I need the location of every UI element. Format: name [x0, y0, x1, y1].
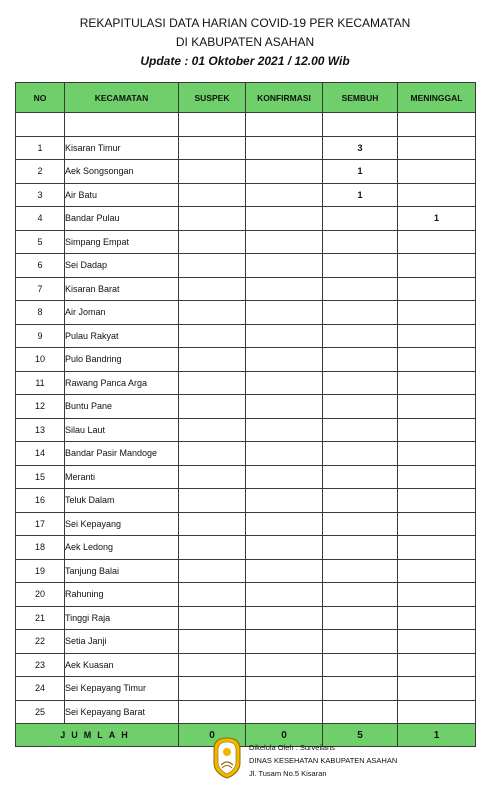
cell-meninggal: 1	[398, 207, 476, 231]
cell-konfirmasi	[246, 230, 323, 254]
cell-konfirmasi	[246, 653, 323, 677]
total-sembuh: 5	[323, 724, 398, 747]
cell-suspek	[179, 536, 246, 560]
column-header-no: NO	[16, 83, 65, 113]
cell-kecamatan: Rawang Panca Arga	[65, 371, 179, 395]
cell-kecamatan: Air Joman	[65, 301, 179, 325]
table-row	[16, 442, 476, 466]
cell-sembuh	[323, 536, 398, 560]
cell-suspek	[179, 301, 246, 325]
cell-no: 16	[16, 489, 65, 513]
table-row	[16, 700, 476, 724]
column-header-suspek: SUSPEK	[179, 83, 246, 113]
table-row	[16, 512, 476, 536]
cell-suspek	[179, 254, 246, 278]
cell-konfirmasi	[246, 677, 323, 701]
cell-meninggal	[398, 348, 476, 372]
cell-no: 24	[16, 677, 65, 701]
table-row	[16, 324, 476, 348]
total-konfirmasi: 0	[246, 724, 323, 747]
cell-no: 1	[16, 136, 65, 160]
table-row	[16, 183, 476, 207]
table-row	[16, 301, 476, 325]
cell-kecamatan: Teluk Dalam	[65, 489, 179, 513]
asahan-regency-crest-icon	[212, 737, 242, 779]
cell-no: 5	[16, 230, 65, 254]
cell-suspek	[179, 512, 246, 536]
cell-suspek	[179, 207, 246, 231]
total-meninggal: 1	[398, 724, 476, 747]
cell-kecamatan: Setia Janji	[65, 630, 179, 654]
cell-konfirmasi	[246, 254, 323, 278]
cell-meninggal	[398, 630, 476, 654]
cell-konfirmasi	[246, 536, 323, 560]
table-row	[16, 536, 476, 560]
cell-no: 18	[16, 536, 65, 560]
cell-no: 19	[16, 559, 65, 583]
cell-meninggal	[398, 395, 476, 419]
header-gap-row	[16, 113, 476, 137]
cell-sembuh	[323, 583, 398, 607]
cell-meninggal	[398, 512, 476, 536]
cell-sembuh	[323, 489, 398, 513]
cell-meninggal	[398, 653, 476, 677]
footer	[212, 737, 452, 787]
cell-kecamatan: Meranti	[65, 465, 179, 489]
cell-konfirmasi	[246, 700, 323, 724]
cell-meninggal	[398, 465, 476, 489]
cell-konfirmasi	[246, 630, 323, 654]
agency-address: Jl. Tusam No.5 Kisaran	[249, 769, 327, 778]
cell-meninggal	[398, 700, 476, 724]
table-row	[16, 677, 476, 701]
cell-sembuh	[323, 301, 398, 325]
cell-meninggal	[398, 489, 476, 513]
cell-suspek	[179, 277, 246, 301]
cell-no: 3	[16, 183, 65, 207]
cell-konfirmasi	[246, 559, 323, 583]
cell-no: 15	[16, 465, 65, 489]
cell-no: 17	[16, 512, 65, 536]
cell-konfirmasi	[246, 395, 323, 419]
update-timestamp: Update : 01 Oktober 2021 / 12.00 Wib	[140, 54, 350, 68]
cell-sembuh	[323, 677, 398, 701]
cell-konfirmasi	[246, 301, 323, 325]
cell-konfirmasi	[246, 371, 323, 395]
cell-sembuh	[323, 630, 398, 654]
cell-sembuh	[323, 559, 398, 583]
cell-sembuh	[323, 512, 398, 536]
cell-no: 23	[16, 653, 65, 677]
managed-by-label: Dikelola Oleh : Surveilans	[249, 743, 335, 752]
agency-name: DINAS KESEHATAN KABUPATEN ASAHAN	[249, 756, 398, 765]
cell-meninggal	[398, 583, 476, 607]
table-row	[16, 583, 476, 607]
cell-konfirmasi	[246, 512, 323, 536]
cell-suspek	[179, 606, 246, 630]
cell-meninggal	[398, 230, 476, 254]
cell-kecamatan: Rahuning	[65, 583, 179, 607]
cell-konfirmasi	[246, 583, 323, 607]
table-row	[16, 348, 476, 372]
cell-kecamatan: Aek Ledong	[65, 536, 179, 560]
cell-no: 7	[16, 277, 65, 301]
cell-no: 10	[16, 348, 65, 372]
cell-konfirmasi	[246, 489, 323, 513]
cell-sembuh	[323, 277, 398, 301]
cell-kecamatan: Tanjung Balai	[65, 559, 179, 583]
cell-kecamatan: Simpang Empat	[65, 230, 179, 254]
cell-no: 22	[16, 630, 65, 654]
cell-kecamatan: Sei Kepayang Timur	[65, 677, 179, 701]
cell-no: 2	[16, 160, 65, 184]
table-row	[16, 606, 476, 630]
cell-sembuh	[323, 606, 398, 630]
cell-sembuh	[323, 418, 398, 442]
cell-konfirmasi	[246, 465, 323, 489]
table-row	[16, 630, 476, 654]
table-header-row	[16, 83, 476, 113]
cell-konfirmasi	[246, 324, 323, 348]
cell-suspek	[179, 348, 246, 372]
cell-kecamatan: Aek Kuasan	[65, 653, 179, 677]
cell-suspek	[179, 395, 246, 419]
cell-sembuh	[323, 653, 398, 677]
cell-sembuh	[323, 442, 398, 466]
cell-no: 21	[16, 606, 65, 630]
cell-no: 25	[16, 700, 65, 724]
cell-sembuh	[323, 700, 398, 724]
cell-konfirmasi	[246, 277, 323, 301]
cell-meninggal	[398, 301, 476, 325]
cell-suspek	[179, 465, 246, 489]
cell-suspek	[179, 630, 246, 654]
table-row	[16, 371, 476, 395]
cell-meninggal	[398, 536, 476, 560]
totals-label: JUMLAH	[16, 724, 179, 747]
cell-sembuh	[323, 395, 398, 419]
cell-kecamatan: Kisaran Barat	[65, 277, 179, 301]
cell-suspek	[179, 653, 246, 677]
cell-suspek	[179, 442, 246, 466]
cell-suspek	[179, 371, 246, 395]
table-row	[16, 489, 476, 513]
cell-konfirmasi	[246, 207, 323, 231]
cell-suspek	[179, 489, 246, 513]
table-row	[16, 136, 476, 160]
cell-kecamatan: Sei Dadap	[65, 254, 179, 278]
cell-sembuh: 3	[323, 136, 398, 160]
table-row	[16, 277, 476, 301]
cell-kecamatan: Buntu Pane	[65, 395, 179, 419]
cell-meninggal	[398, 677, 476, 701]
cell-no: 20	[16, 583, 65, 607]
cell-meninggal	[398, 183, 476, 207]
cell-kecamatan: Silau Laut	[65, 418, 179, 442]
column-header-sembuh: SEMBUH	[323, 83, 398, 113]
table-row	[16, 418, 476, 442]
cell-meninggal	[398, 559, 476, 583]
cell-sembuh	[323, 324, 398, 348]
table-row	[16, 465, 476, 489]
cell-sembuh: 1	[323, 160, 398, 184]
table-row	[16, 254, 476, 278]
column-header-kecamatan: KECAMATAN	[65, 83, 179, 113]
cell-kecamatan: Tinggi Raja	[65, 606, 179, 630]
cell-kecamatan: Sei Kepayang	[65, 512, 179, 536]
cell-kecamatan: Bandar Pasir Mandoge	[65, 442, 179, 466]
table-row	[16, 230, 476, 254]
cell-meninggal	[398, 160, 476, 184]
report-subtitle: DI KABUPATEN ASAHAN	[175, 35, 315, 49]
cell-meninggal	[398, 442, 476, 466]
cell-kecamatan: Pulo Bandring	[65, 348, 179, 372]
cell-no: 13	[16, 418, 65, 442]
cell-sembuh	[323, 230, 398, 254]
cell-suspek	[179, 583, 246, 607]
cell-konfirmasi	[246, 160, 323, 184]
cell-konfirmasi	[246, 418, 323, 442]
cell-suspek	[179, 677, 246, 701]
table-row	[16, 395, 476, 419]
cell-konfirmasi	[246, 442, 323, 466]
cell-meninggal	[398, 324, 476, 348]
cell-suspek	[179, 230, 246, 254]
column-header-konfirmasi: KONFIRMASI	[246, 83, 323, 113]
table-row	[16, 160, 476, 184]
cell-kecamatan: Sei Kepayang Barat	[65, 700, 179, 724]
cell-sembuh: 1	[323, 183, 398, 207]
cell-meninggal	[398, 418, 476, 442]
cell-suspek	[179, 418, 246, 442]
cell-no: 8	[16, 301, 65, 325]
cell-meninggal	[398, 254, 476, 278]
cell-meninggal	[398, 136, 476, 160]
cell-kecamatan: Kisaran Timur	[65, 136, 179, 160]
cell-suspek	[179, 160, 246, 184]
cell-kecamatan: Bandar Pulau	[65, 207, 179, 231]
cell-kecamatan: Aek Songsongan	[65, 160, 179, 184]
cell-kecamatan: Pulau Rakyat	[65, 324, 179, 348]
cell-sembuh	[323, 348, 398, 372]
cell-no: 6	[16, 254, 65, 278]
cell-sembuh	[323, 371, 398, 395]
cell-no: 14	[16, 442, 65, 466]
cell-no: 11	[16, 371, 65, 395]
cell-meninggal	[398, 371, 476, 395]
cell-sembuh	[323, 207, 398, 231]
cell-suspek	[179, 559, 246, 583]
table-row	[16, 653, 476, 677]
cell-konfirmasi	[246, 183, 323, 207]
cell-konfirmasi	[246, 606, 323, 630]
cell-no: 12	[16, 395, 65, 419]
table-row	[16, 559, 476, 583]
covid-recap-table	[15, 82, 476, 747]
total-suspek: 0	[179, 724, 246, 747]
cell-sembuh	[323, 254, 398, 278]
cell-konfirmasi	[246, 348, 323, 372]
cell-suspek	[179, 183, 246, 207]
cell-suspek	[179, 700, 246, 724]
column-header-meninggal: MENINGGAL	[398, 83, 476, 113]
report-title: REKAPITULASI DATA HARIAN COVID-19 PER KECAMATAN	[79, 16, 411, 30]
cell-meninggal	[398, 606, 476, 630]
cell-konfirmasi	[246, 136, 323, 160]
cell-kecamatan: Air Batu	[65, 183, 179, 207]
cell-no: 4	[16, 207, 65, 231]
cell-suspek	[179, 324, 246, 348]
cell-no: 9	[16, 324, 65, 348]
cell-meninggal	[398, 277, 476, 301]
cell-sembuh	[323, 465, 398, 489]
table-row	[16, 207, 476, 231]
cell-suspek	[179, 136, 246, 160]
